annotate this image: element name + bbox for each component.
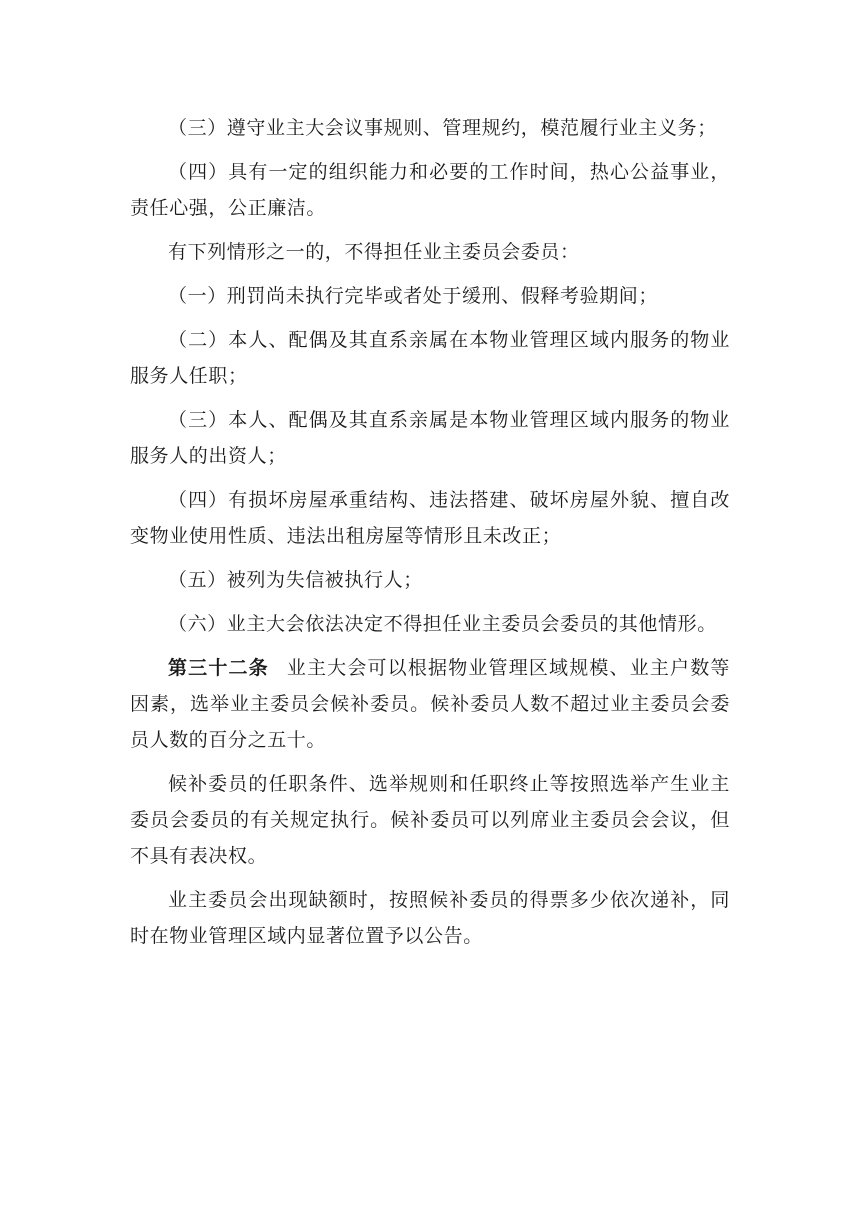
paragraph <box>130 110 730 146</box>
paragraph-text: （一）刑罚尚未执行完毕或者处于缓刑、假释考验期间； <box>168 285 659 307</box>
paragraph <box>130 606 730 642</box>
paragraph-text: （三）本人、配偶及其直系亲属是本物业管理区域内服务的物业服务人的出资人； <box>130 409 730 467</box>
paragraph-text: 有下列情形之一的，不得担任业主委员会委员： <box>168 241 580 263</box>
paragraph <box>130 234 730 270</box>
paragraph-text: 候补委员的任职条件、选举规则和任职终止等按照选举产生业主委员会委员的有关规定执行。候补委员可以列席业主委员会会议，但不具有表决权。 <box>130 773 730 867</box>
paragraph <box>130 562 730 598</box>
paragraph <box>130 402 730 474</box>
paragraph-text: （五）被列为失信被执行人； <box>168 569 423 591</box>
paragraph <box>130 766 730 874</box>
paragraph-text: （二）本人、配偶及其直系亲属在本物业管理区域内服务的物业服务人任职； <box>130 329 730 387</box>
paragraph-text: （三）遵守业主大会议事规则、管理规约，模范履行业主义务； <box>168 117 717 139</box>
paragraph-text: （六）业主大会依法决定不得担任业主委员会委员的其他情形。 <box>168 613 717 635</box>
paragraph <box>130 322 730 394</box>
article-number: 第三十二条 <box>168 657 269 679</box>
paragraph <box>130 882 730 954</box>
paragraph <box>130 482 730 554</box>
document-body <box>130 110 730 962</box>
paragraph-text: （四）有损坏房屋承重结构、违法搭建、破坏房屋外貌、擅自改变物业使用性质、违法出租房屋等情形且未改正； <box>130 489 730 547</box>
paragraph-text: 业主大会可以根据物业管理区域规模、业主户数等因素，选举业主委员会候补委员。候补委员人数不超过业主委员会委员人数的百分之五十。 <box>130 657 730 751</box>
paragraph-text: 业主委员会出现缺额时，按照候补委员的得票多少依次递补，同时在物业管理区域内显著位置予以公告。 <box>130 889 730 947</box>
article-paragraph <box>130 650 730 758</box>
paragraph <box>130 154 730 226</box>
paragraph-text: （四）具有一定的组织能力和必要的工作时间，热心公益事业，责任心强，公正廉洁。 <box>130 161 730 219</box>
paragraph <box>130 278 730 314</box>
